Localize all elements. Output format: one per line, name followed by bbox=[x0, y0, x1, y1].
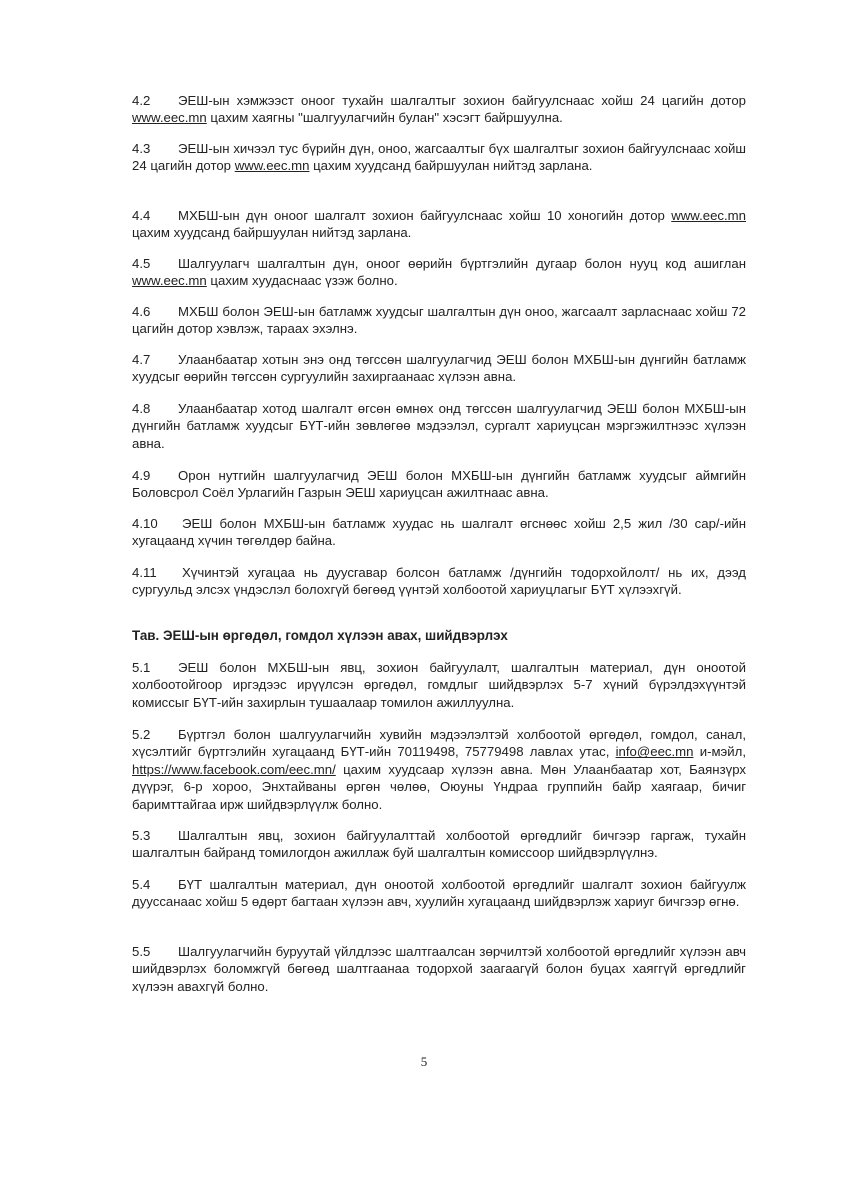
clause-text: Шалгуулагчийн буруутай үйлдлээс шалтгаалсан зөрчилтэй холбоотой өргөдлийг хүлээн авч шийдвэрлэх боломжгүй бөгөөд шалтгаанаа тодорхой заагаагүй болон буцах хаяггүй өргөдлийг хүлээн авахгүй болно. bbox=[132, 944, 746, 994]
clause-text: цахим хуудсанд байршуулан нийтэд зарлана. bbox=[309, 158, 593, 174]
clause-5-5 bbox=[132, 943, 746, 995]
eec-website-link[interactable]: www.eec.mn bbox=[132, 110, 207, 126]
email-link[interactable]: info@eec.mn bbox=[615, 744, 694, 760]
clause-number: 4.6 bbox=[132, 304, 151, 319]
clause-number: 5.5 bbox=[132, 944, 151, 959]
clause-4-7 bbox=[132, 351, 746, 386]
clause-text: Шалгалтын явц, зохион байгуулалттай холбоотой өргөдлийг бичгээр гаргаж, тухайн шалгалтын байранд томилогдон ажиллаж буй шалгалтын комиссоор шийдвэрлүүлнэ. bbox=[132, 828, 746, 861]
clause-4-9 bbox=[132, 467, 746, 502]
clause-4-11 bbox=[132, 564, 746, 599]
clause-text: ЭЕШ болон МХБШ-ын явц, зохион байгуулалт, шалгалтын материал, дүн оноотой холбоотойгоор иргэдээс ирүүлсэн өргөдөл, гомдлыг шийдвэрлэх 5-7 хүний бүрэлдэхүүнтэй комиссыг БҮТ-ийн захирлын тушаалаар томилон ажиллуулна. bbox=[132, 660, 746, 710]
clause-4-8 bbox=[132, 400, 746, 452]
clause-5-4 bbox=[132, 876, 746, 911]
clause-4-6 bbox=[132, 303, 746, 338]
eec-website-link[interactable]: www.eec.mn bbox=[234, 158, 310, 174]
clause-4-2 bbox=[132, 92, 746, 127]
page-number: 5 bbox=[420, 1054, 428, 1069]
clause-number: 5.1 bbox=[132, 660, 151, 675]
clause-text: цахим хуудаснаас үзэж болно. bbox=[206, 273, 398, 289]
clause-text: Улаанбаатар хотын энэ онд төгссөн шалгуулагчид ЭЕШ болон МХБШ-ын дүнгийн батламж хуудсыг өөрийн төгссөн сургуулийн захиргаанаас хүлээн авна. bbox=[132, 352, 746, 385]
clause-text: МХБШ-ын дүн оноог шалгалт зохион байгуулснаас хойш 10 хоногийн дотор bbox=[178, 208, 672, 223]
clause-4-10 bbox=[132, 515, 746, 550]
clause-number: 4.7 bbox=[132, 352, 151, 367]
clause-text: цахим хуудсаар хүлээн авна. Мөн Улаанбаатар хот, Баянзүрх дүүрэг, 6-р хороо, Энхтайваны өргөн чөлөө, Оюуны Үндраа группийн байр хаягаар, бичиг баримттайгаа ирж шийдвэрлүүлж болно. bbox=[132, 761, 746, 812]
clause-text: Улаанбаатар хотод шалгалт өгсөн өмнөх онд төгссөн шалгуулагчид ЭЕШ болон МХБШ-ын дүнгийн батламж хуудсыг БҮТ-ийн зөвлөгөө мэдээлэл, сургалт хариуцсан мэргэжилтнээс хүлээн авна. bbox=[132, 401, 746, 451]
section-heading: Тав. ЭЕШ-ын өргөдөл, гомдол хүлээн авах, шийдвэрлэх bbox=[132, 628, 508, 643]
eec-website-link[interactable]: www.eec.mn bbox=[132, 273, 207, 289]
clause-number: 4.9 bbox=[132, 468, 151, 483]
clause-4-5 bbox=[132, 255, 746, 290]
clause-number: 5.3 bbox=[132, 828, 151, 843]
clause-4-3 bbox=[132, 140, 746, 175]
clause-number: 4.4 bbox=[132, 208, 151, 223]
clause-5-3 bbox=[132, 827, 746, 862]
clause-text: и-мэйл, bbox=[693, 744, 746, 760]
facebook-link[interactable]: https://www.facebook.com/eec.mn/ bbox=[132, 761, 336, 777]
clause-text: ЭЕШ-ын хичээл тус бүрийн дүн, оноо, жагсаалтыг бүх шалгалтыг зохион байгуулснаас хойш 24 цагийн дотор bbox=[132, 141, 746, 174]
clause-5-1 bbox=[132, 659, 746, 711]
clause-text: БҮТ шалгалтын материал, дүн оноотой холбоотой өргөдлийг шалгалт зохион байгуулж дууссанаас хойш 5 өдөрт багтаан хүлээн авч, хуулийн хугацаанд шийдвэрлэж хариуг бичгээр өгнө. bbox=[132, 877, 746, 910]
clause-number: 5.4 bbox=[132, 877, 151, 892]
clause-text: Хүчинтэй хугацаа нь дуусгавар болсон батламж /дүнгийн тодорхойлолт/ нь их, дээд сургуульд элсэх үндэслэл болохгүй бөгөөд үүнтэй холбоотой хариуцлагыг БҮТ хүлээхгүй. bbox=[132, 565, 746, 598]
clause-text: цахим хуудсанд байршуулан нийтэд зарлана. bbox=[132, 225, 412, 241]
clause-text: Шалгуулагч шалгалтын дүн, оноог өөрийн бүртгэлийн дугаар болон нууц код ашиглан bbox=[178, 256, 746, 271]
clause-4-4 bbox=[132, 207, 746, 242]
clause-number: 4.2 bbox=[132, 93, 151, 108]
clause-text: Орон нутгийн шалгуулагчид ЭЕШ болон МХБШ-ын дүнгийн батламж хуудсыг аймгийн Боловсрол Соёл Урлагийн Газрын ЭЕШ хариуцсан ажилтнаас авна. bbox=[132, 468, 746, 501]
clause-text: МХБШ болон ЭЕШ-ын батламж хуудсыг шалгалтын дүн оноо, жагсаалт зарласнаас хойш 72 цагийн дотор хэвлэж, тараах эхэлнэ. bbox=[132, 304, 746, 337]
clause-text: ЭЕШ-ын хэмжээст оноог тухайн шалгалтыг зохион байгуулснаас хойш 24 цагийн дотор bbox=[178, 93, 746, 108]
clause-number: 4.10 bbox=[132, 516, 158, 531]
clause-text: ЭЕШ болон МХБШ-ын батламж хуудас нь шалгалт өгснөөс хойш 2,5 жил /30 сар/-ийн хугацаанд хүчин төгөлдөр байна. bbox=[132, 516, 746, 549]
clause-number: 4.11 bbox=[132, 565, 157, 580]
clause-text: цахим хаягны "шалгуулагчийн булан" хэсэгт байршуулна. bbox=[206, 110, 563, 126]
clause-5-2 bbox=[132, 726, 746, 813]
clause-number: 4.8 bbox=[132, 401, 151, 416]
eec-website-link[interactable]: www.eec.mn bbox=[671, 208, 746, 223]
clause-number: 4.5 bbox=[132, 256, 151, 271]
clause-text: Бүртгэл болон шалгуулагчийн хувийн мэдээлэлтэй холбоотой өргөдөл, гомдол, санал, хүсэлтийг бүртгэлийн хугацаанд БҮТ-ийн 70119498, 75779498 лавлах утас, bbox=[132, 727, 746, 760]
clause-number: 4.3 bbox=[132, 141, 151, 156]
clause-number: 5.2 bbox=[132, 727, 151, 742]
